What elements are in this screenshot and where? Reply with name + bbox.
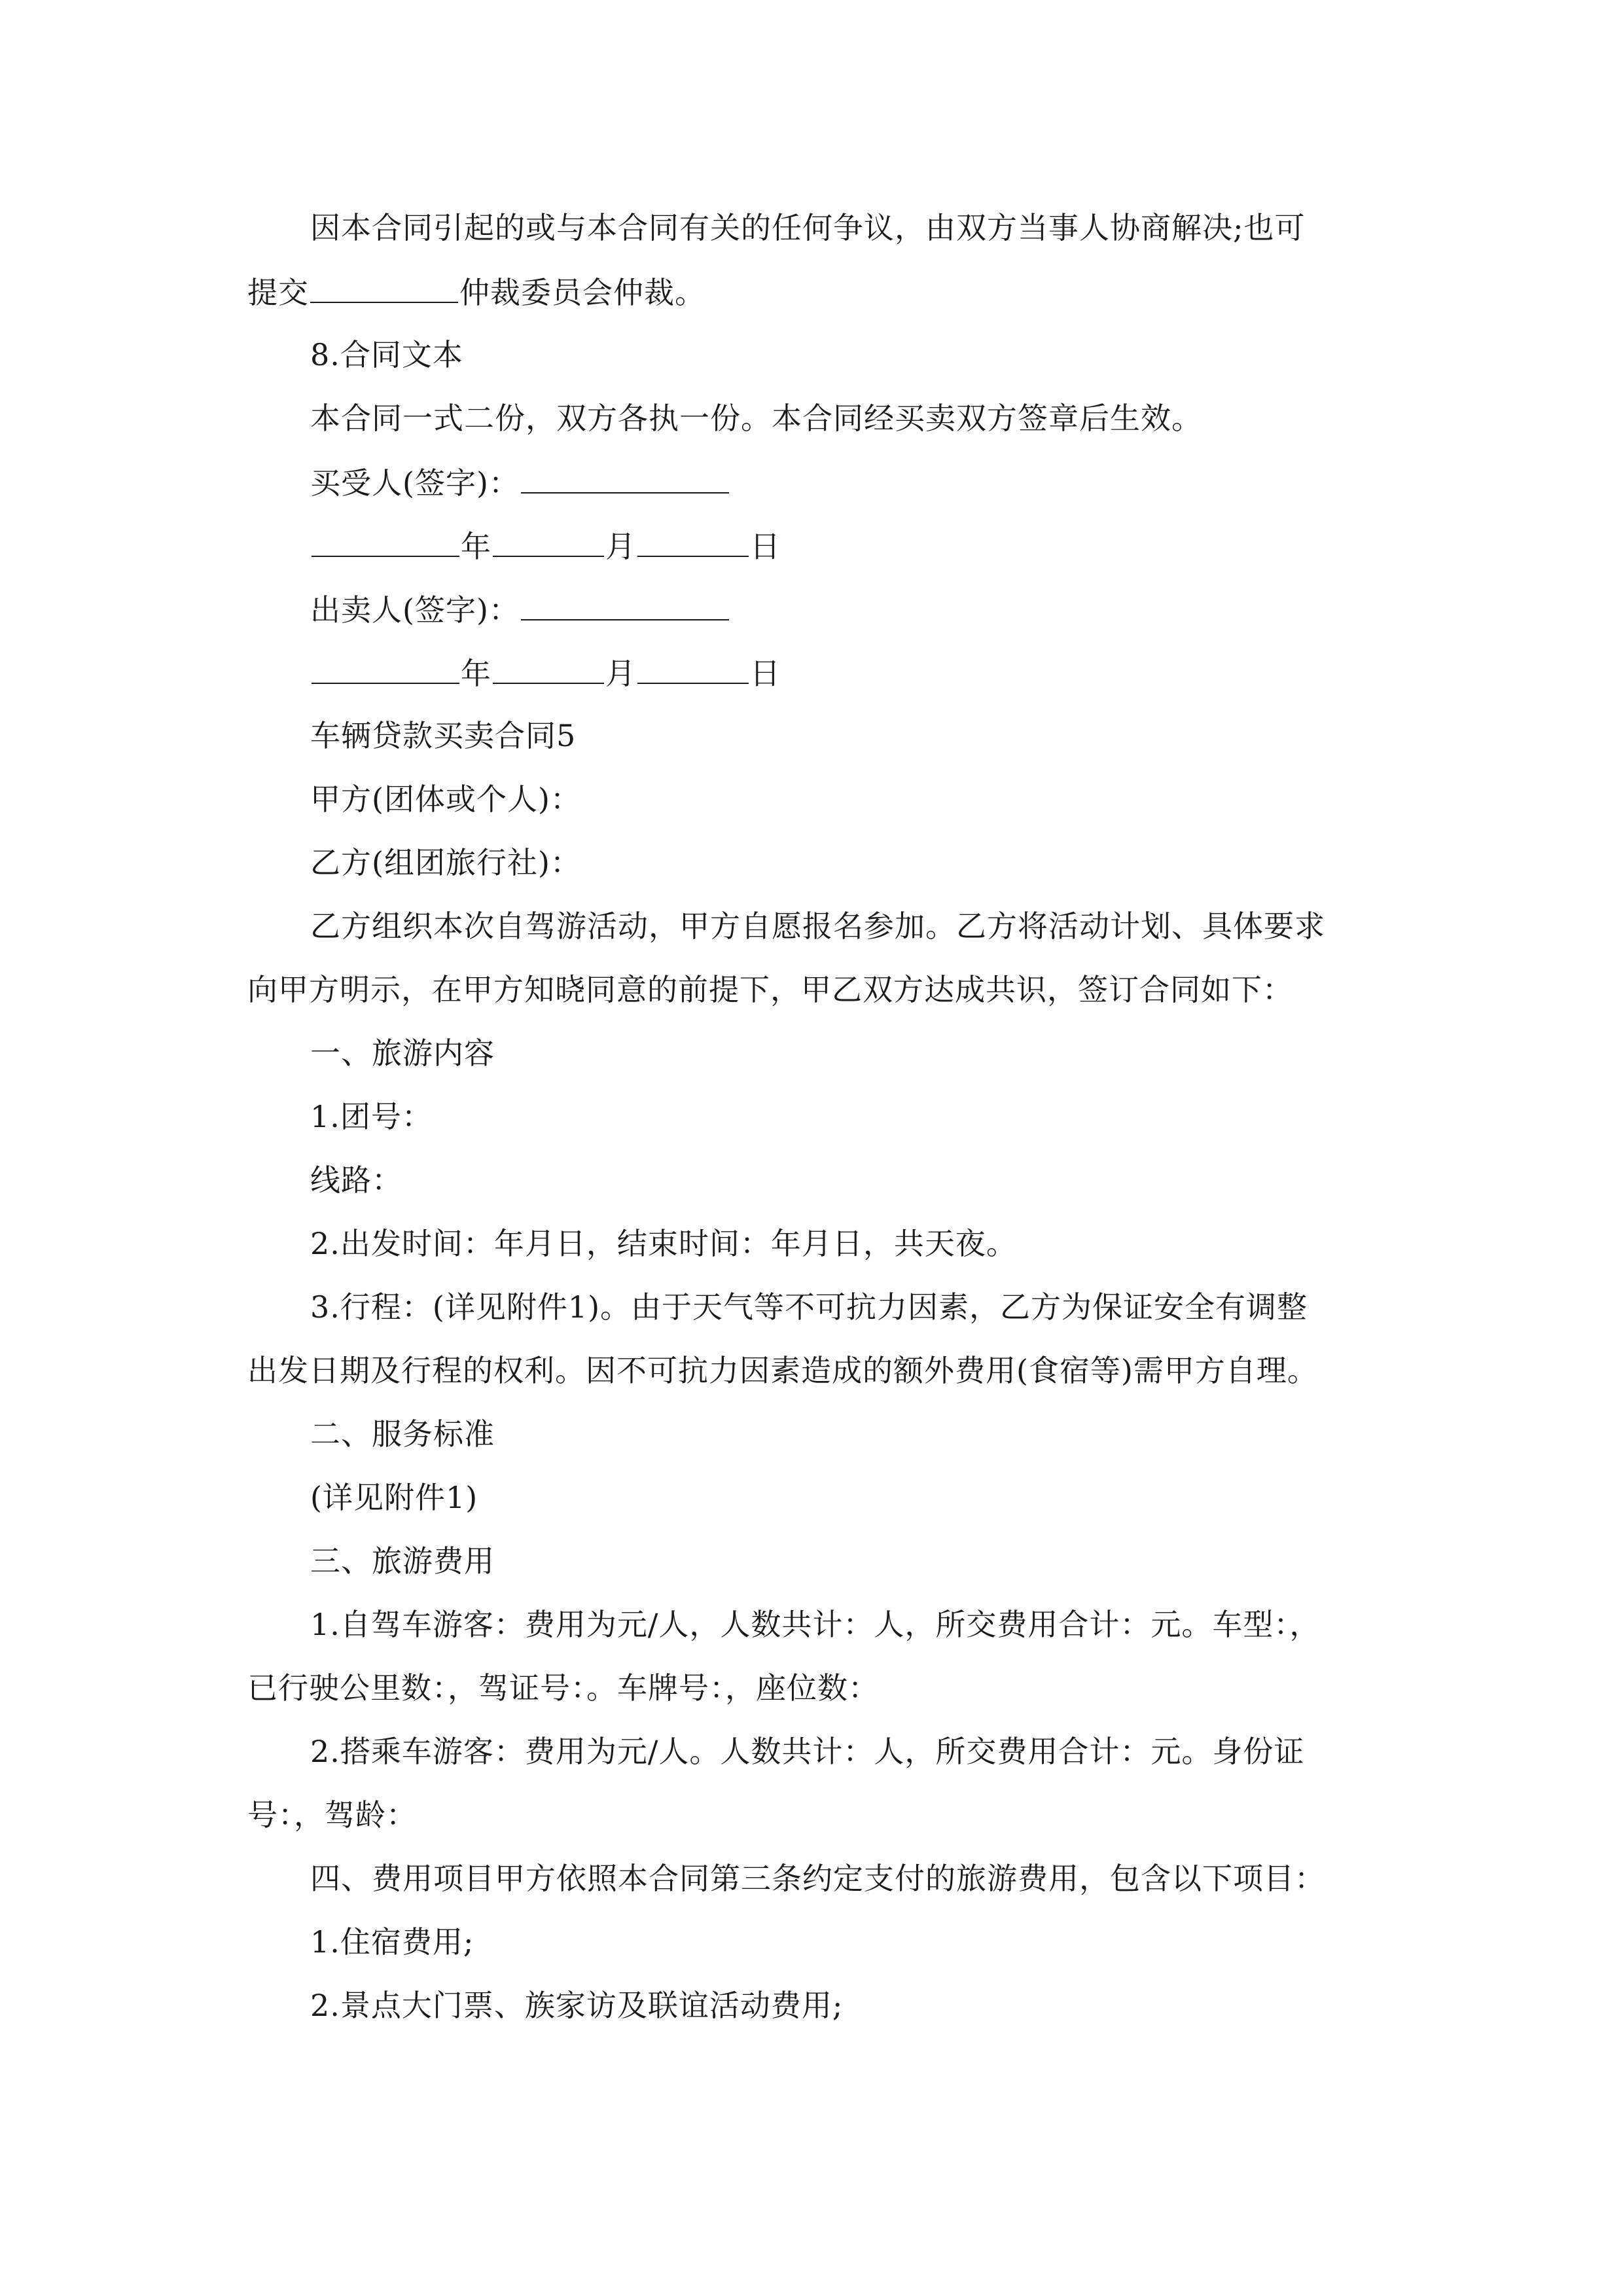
section1-route: 线路： (310, 1162, 402, 1198)
seller-signature-line (310, 589, 1462, 630)
buyer-sign-label: 买受人(签字)： (310, 465, 520, 501)
arbitration-committee-blank[interactable] (310, 272, 458, 303)
party-b: 乙方(组团旅行社)： (310, 845, 581, 880)
buyer-year-blank[interactable] (312, 526, 459, 557)
buyer-signature-line (310, 462, 1462, 503)
section2-title: 二、服务标准 (310, 1416, 495, 1452)
day-label: 日 (750, 656, 781, 691)
seller-sign-label: 出卖人(签字)： (310, 592, 520, 628)
section2-body: (详见附件1) (310, 1480, 478, 1515)
seller-day-blank[interactable] (637, 653, 749, 684)
section1-item1: 1.团号： (310, 1099, 433, 1134)
section4-item1: 1.住宿费用; (310, 1924, 474, 1960)
dispute-clause-prefix: 提交 (247, 275, 309, 310)
section1-item3-line1: 3.行程：(详见附件1)。由于天气等不可抗力因素，乙方为保证安全有调整 (310, 1289, 1308, 1325)
dispute-clause-line2 (247, 272, 1399, 312)
intro-line2: 向甲方明示，在甲方知晓同意的前提下，甲乙双方达成共识，签订合同如下： (247, 972, 1293, 1007)
section8-title: 8.合同文本 (310, 337, 463, 372)
seller-month-blank[interactable] (493, 653, 604, 684)
section1-title: 一、旅游内容 (310, 1035, 495, 1071)
seller-date-line (310, 653, 1462, 693)
buyer-month-blank[interactable] (493, 526, 604, 557)
buyer-signature-blank[interactable] (521, 462, 729, 493)
seller-year-blank[interactable] (312, 653, 459, 684)
year-label: 年 (461, 656, 491, 691)
section3-item2-line1: 2.搭乘车游客：费用为元/人。人数共计：人，所交费用合计：元。身份证 (310, 1734, 1305, 1769)
section3-item1-line2: 已行驶公里数：，驾证号：。车牌号：，座位数： (247, 1670, 879, 1706)
section3-title: 三、旅游费用 (310, 1543, 495, 1579)
party-a: 甲方(团体或个人)： (310, 781, 581, 817)
year-label: 年 (461, 529, 491, 564)
buyer-date-line (310, 526, 1462, 566)
day-label: 日 (750, 529, 781, 564)
dispute-clause-line1: 因本合同引起的或与本合同有关的任何争议，由双方当事人协商解决;也可 (310, 210, 1306, 245)
buyer-day-blank[interactable] (637, 526, 749, 557)
section3-item2-line2: 号：，驾龄： (247, 1797, 417, 1833)
section4-item2: 2.景点大门票、族家访及联谊活动费用; (310, 1988, 844, 2023)
seller-signature-blank[interactable] (521, 589, 729, 620)
section1-item3-line2: 出发日期及行程的权利。因不可抗力因素造成的额外费用(食宿等)需甲方自理。 (247, 1353, 1318, 1388)
section1-item2: 2.出发时间：年月日，结束时间：年月日，共天夜。 (310, 1226, 1017, 1261)
section8-body: 本合同一式二份，双方各执一份。本合同经买卖双方签章后生效。 (310, 401, 1202, 436)
contract5-title: 车辆贷款买卖合同5 (310, 718, 577, 753)
intro-line1: 乙方组织本次自驾游活动，甲方自愿报名参加。乙方将活动计划、具体要求 (310, 908, 1325, 944)
section4-title: 四、费用项目甲方依照本合同第三条约定支付的旅游费用，包含以下项目： (310, 1861, 1325, 1896)
month-label: 月 (605, 656, 636, 691)
dispute-clause-suffix: 仲裁委员会仲裁。 (459, 275, 705, 310)
month-label: 月 (605, 529, 636, 564)
section3-item1-line1: 1.自驾车游客：费用为元/人，人数共计：人，所交费用合计：元。车型：， (310, 1607, 1321, 1642)
